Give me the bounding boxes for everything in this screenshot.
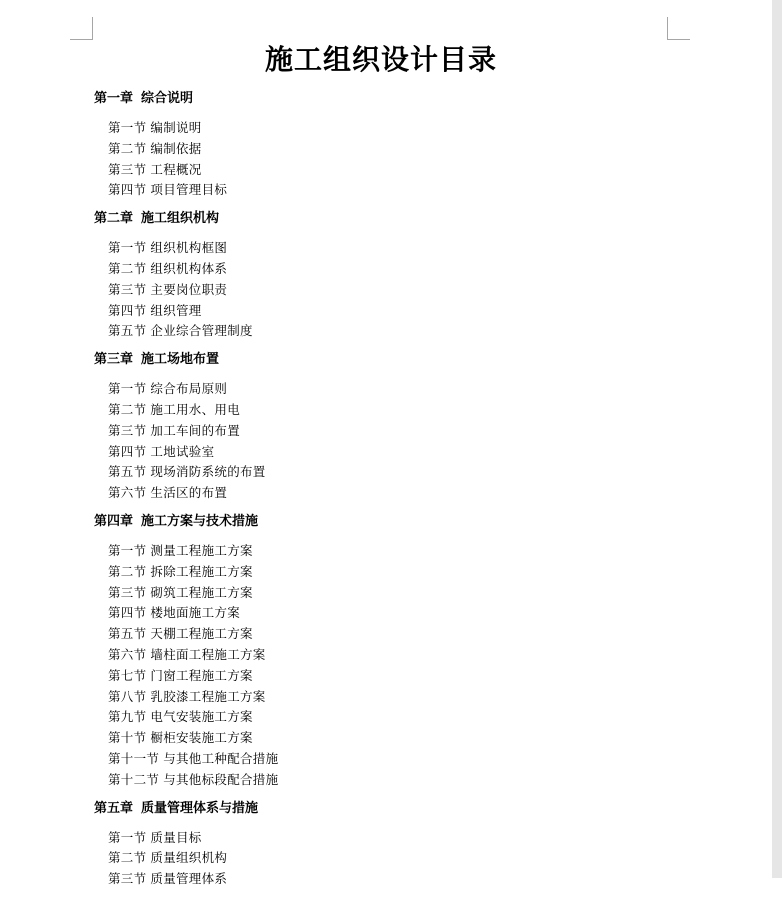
section-list: [94, 828, 694, 890]
section-entry: [94, 770, 694, 791]
section-number: 第四节: [108, 443, 147, 459]
section-title: 加工车间的布置: [150, 422, 241, 438]
section-list: [94, 238, 694, 342]
section-entry: [94, 118, 694, 139]
section-entry: [94, 421, 694, 442]
section-entry: [94, 238, 694, 259]
chapter-number: 第一章: [94, 91, 134, 106]
section-title: 橱柜安装施工方案: [150, 730, 253, 746]
section-number: 第三节: [108, 871, 147, 887]
section-number: 第二节: [108, 260, 147, 276]
section-title: 企业综合管理制度: [150, 323, 253, 339]
section-entry: [94, 707, 694, 728]
section-title: 乳胶漆工程施工方案: [150, 688, 266, 704]
chapter-title: 施工组织机构: [141, 211, 220, 227]
section-entry: [94, 666, 694, 687]
section-title: 项目管理目标: [150, 182, 228, 198]
section-number: 第一节: [108, 381, 147, 397]
section-title: 墙柱面工程施工方案: [150, 646, 266, 662]
chapter-number: 第三章: [94, 352, 134, 368]
section-number: 第三节: [108, 422, 147, 438]
section-entry: [94, 583, 694, 604]
section-entry: [94, 379, 694, 400]
section-title: 质量管理体系: [150, 871, 228, 887]
section-list: [94, 118, 694, 201]
section-title: 与其他工种配合措施: [163, 750, 279, 766]
section-number: 第二节: [108, 850, 147, 866]
section-number: 第五节: [108, 464, 147, 480]
section-title: 组织机构框图: [150, 240, 228, 256]
section-entry: [94, 259, 694, 280]
section-number: 第六节: [108, 646, 147, 662]
section-number: 第九节: [108, 709, 147, 725]
section-number: 第五节: [108, 323, 147, 339]
section-entry: [94, 749, 694, 770]
section-title: 编制依据: [150, 140, 202, 156]
section-title: 工地试验室: [150, 443, 215, 459]
section-entry: [94, 462, 694, 483]
section-number: 第二节: [108, 563, 147, 579]
section-number: 第一节: [108, 120, 147, 135]
section-title: 组织管理: [150, 302, 202, 318]
chapter-number: 第五章: [94, 800, 134, 816]
table-of-contents: [94, 89, 694, 898]
section-entry: [94, 400, 694, 421]
section-entry: [94, 541, 694, 562]
section-number: 第七节: [108, 667, 147, 683]
section-title: 门窗工程施工方案: [150, 667, 253, 683]
section-entry: [94, 321, 694, 342]
section-title: 砌筑工程施工方案: [150, 584, 253, 600]
document-title: 施工组织设计目录: [264, 43, 497, 76]
section-number: 第四节: [108, 302, 147, 318]
section-title: 工程概况: [150, 161, 202, 177]
chapter-title: 施工方案与技术措施: [141, 513, 259, 529]
section-title: 质量组织机构: [150, 850, 228, 866]
section-number: 第十二节: [108, 771, 160, 787]
section-entry: [94, 562, 694, 583]
chapter-heading: [94, 89, 694, 109]
section-number: 第十节: [108, 730, 147, 746]
section-title: 主要岗位职责: [150, 281, 228, 297]
section-entry: [94, 687, 694, 708]
section-entry: [94, 442, 694, 463]
section-title: 测量工程施工方案: [150, 542, 253, 558]
chapter-heading: [94, 799, 694, 819]
section-title: 编制说明: [150, 120, 202, 135]
section-title: 拆除工程施工方案: [150, 563, 253, 579]
chapter-title: 质量管理体系与措施: [141, 800, 259, 816]
section-title: 生活区的布置: [150, 485, 228, 501]
section-entry: [94, 828, 694, 849]
section-entry: [94, 280, 694, 301]
section-entry: [94, 645, 694, 666]
section-number: 第五节: [108, 626, 147, 642]
section-number: 第三节: [108, 281, 147, 297]
section-entry: [94, 624, 694, 645]
section-number: 第十一节: [108, 750, 160, 766]
section-number: 第八节: [108, 688, 147, 704]
section-list: [94, 541, 694, 791]
scrollbar-gutter[interactable]: [772, 0, 782, 878]
section-title: 组织机构体系: [150, 260, 228, 276]
section-number: 第四节: [108, 605, 147, 621]
section-number: 第一节: [108, 829, 147, 845]
section-title: 综合布局原则: [150, 381, 228, 397]
section-entry: [94, 160, 694, 181]
top-left-crop-mark: [70, 17, 93, 40]
section-entry: [94, 603, 694, 624]
section-entry: [94, 869, 694, 890]
section-number: 第一节: [108, 542, 147, 558]
chapter-heading: [94, 350, 694, 370]
chapter-number: 第四章: [94, 513, 134, 529]
section-title: 电气安装施工方案: [150, 709, 253, 725]
chapter-title: 综合说明: [141, 91, 194, 106]
section-number: 第二节: [108, 401, 147, 417]
chapter-heading: [94, 512, 694, 532]
section-title: 施工用水、用电: [150, 401, 241, 417]
section-number: 第三节: [108, 584, 147, 600]
section-title: 楼地面施工方案: [150, 605, 241, 621]
section-title: 天棚工程施工方案: [150, 626, 253, 642]
section-entry: [94, 301, 694, 322]
chapter-title: 施工场地布置: [141, 352, 220, 368]
section-entry: [94, 139, 694, 160]
top-right-crop-mark: [667, 17, 690, 40]
section-entry: [94, 848, 694, 869]
section-list: [94, 379, 694, 504]
section-number: 第一节: [108, 240, 147, 256]
section-number: 第二节: [108, 140, 147, 156]
section-entry: [94, 180, 694, 201]
section-number: 第三节: [108, 161, 147, 177]
section-number: 第六节: [108, 485, 147, 501]
chapter-number: 第二章: [94, 211, 134, 227]
section-title: 与其他标段配合措施: [163, 771, 279, 787]
section-entry: [94, 728, 694, 749]
section-title: 质量目标: [150, 829, 202, 845]
section-number: 第四节: [108, 182, 147, 198]
section-entry: [94, 483, 694, 504]
chapter-heading: [94, 209, 694, 229]
section-title: 现场消防系统的布置: [150, 464, 266, 480]
